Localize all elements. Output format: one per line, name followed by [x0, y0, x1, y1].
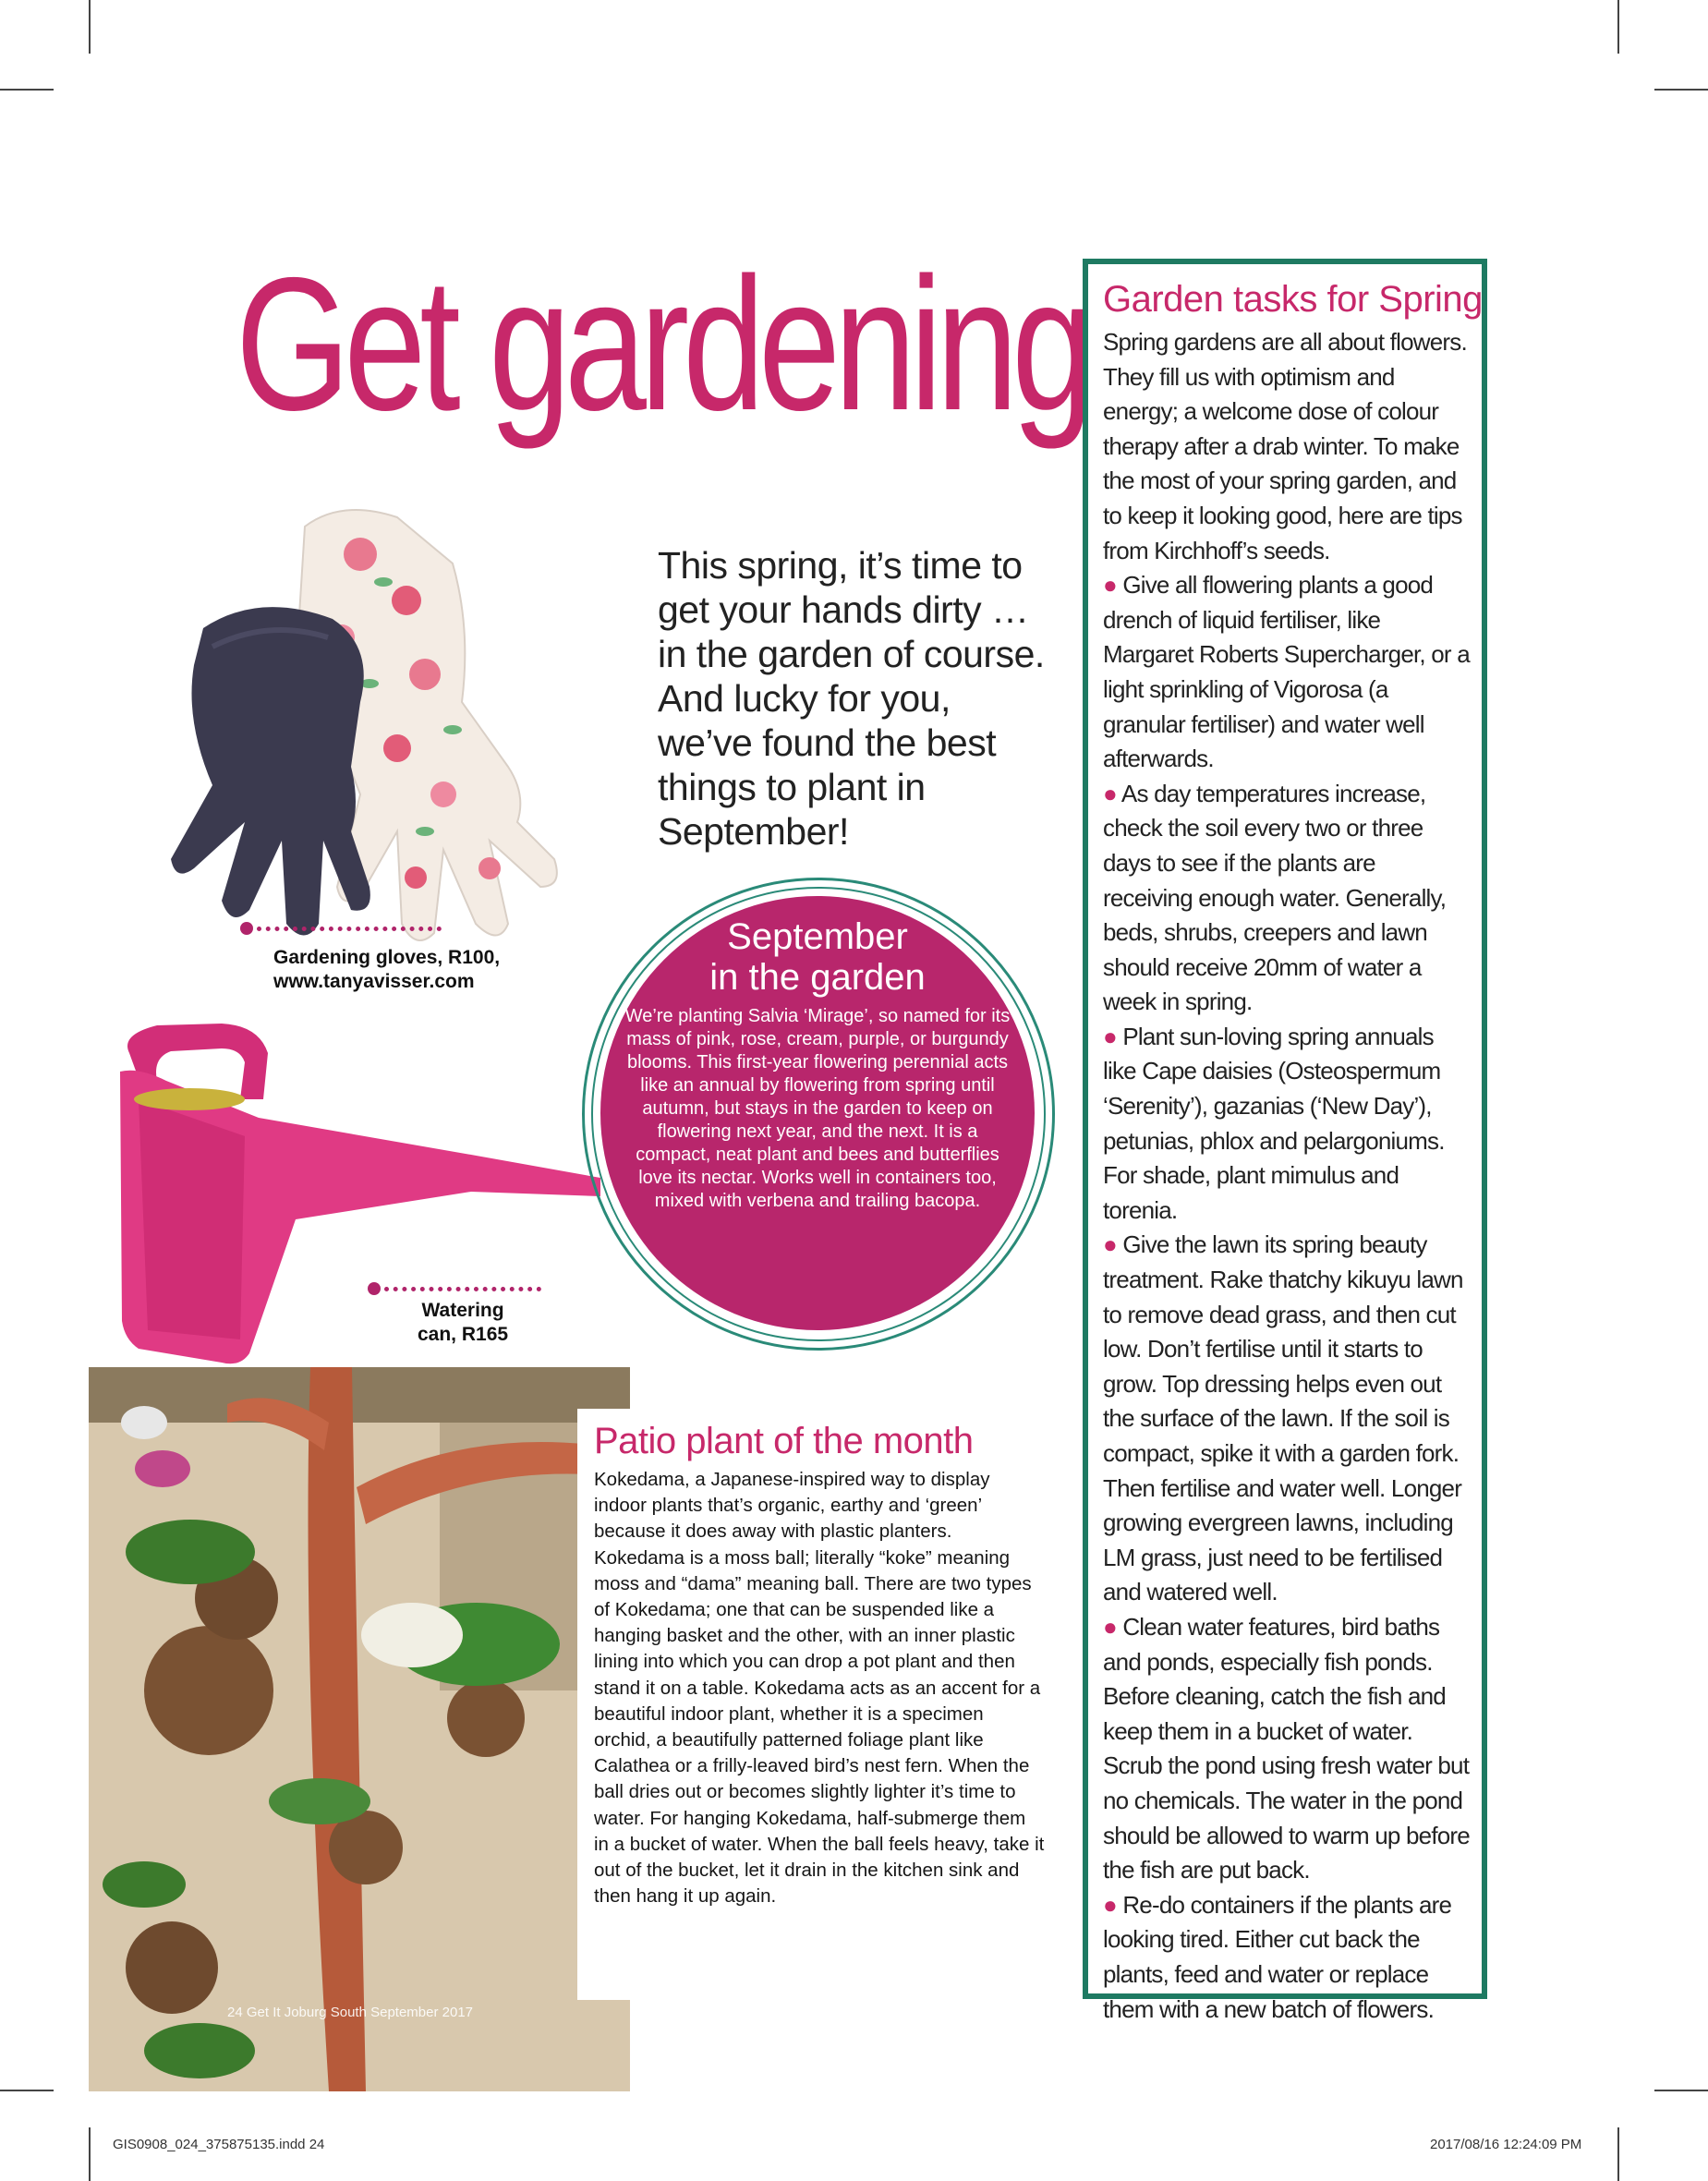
- gloves-caption-line1: Gardening gloves, R100,: [273, 947, 501, 968]
- watering-can-image: [83, 1016, 600, 1367]
- slug-date: 2017/08/16 12:24:09 PM: [1430, 2137, 1582, 2152]
- task-item: [1103, 1888, 1471, 2027]
- watering-can-caption-line2: can, R165: [418, 1324, 509, 1345]
- task-text: Clean water features, bird baths and ponds, especially fish ponds. Before cleaning, catch the fish and keep them in a bucket of water. Scrub the pond using fresh water but no chemicals. The water in the pond should be allowed to warm up before the fish are put back.: [1103, 1612, 1470, 1884]
- crop-mark: [0, 2090, 54, 2091]
- watering-can-caption-line1: Watering: [421, 1300, 504, 1321]
- gloves-caption: [273, 946, 500, 994]
- circle-body-text: We’re planting Salvia ‘Mirage’, so named for its mass of pink, rose, cream, purple, or burgundy blooms. This first-year flowering perennial acts like an annual by flowering from spring until autumn, but stays in the garden to keep on flowering next year, and the next. It is a compact, neat plant and bees and butterflies love its nectar. Works well in containers too, mixed with verbena and trailing bacopa.: [624, 1006, 1011, 1211]
- task-text: Re-do containers if the plants are looking tired. Either cut back the plants, feed and water or replace them with a new batch of flowers.: [1103, 1890, 1452, 2023]
- bullet-icon: ●: [1103, 1230, 1123, 1259]
- crop-mark: [0, 89, 54, 91]
- task-text: Give all flowering plants a good drench of liquid fertiliser, like Margaret Roberts Supercharger, or a light sprinkling of Vigorosa (a granular fertiliser) and water well afterwards.: [1103, 571, 1470, 773]
- intro-text: This spring, it’s time to get your hands dirty … in the garden of course. And lucky for you, we’ve found the best things to plant in September!: [658, 544, 1045, 853]
- bullet-icon: ●: [1103, 779, 1121, 807]
- september-circle: [600, 896, 1035, 1330]
- crop-mark: [1654, 89, 1708, 91]
- task-text: Plant sun-loving spring annuals like Cape daisies (Osteospermum ‘Serenity’), gazanias (‘New Day’), petunias, phlox and pelargoniums. For shade, plant mimulus and torenia.: [1103, 1022, 1445, 1224]
- garden-tasks-intro: Spring gardens are all about flowers. They fill us with optimism and energy; a welcome dose of colour therapy after a drab winter. To make the most of your spring garden, and to keep it looking good, here are tips from Kirchhoff’s seeds.: [1103, 328, 1467, 564]
- caption-pointer-dot: [368, 1282, 381, 1295]
- bullet-icon: ●: [1103, 1612, 1123, 1641]
- page-folio: 24 Get It Joburg South September 2017: [227, 2005, 474, 2020]
- bullet-icon: ●: [1103, 571, 1123, 600]
- task-text: Give the lawn its spring beauty treatment. Rake thatchy kikuyu lawn to remove dead grass, and then cut low. Don’t fertilise until it starts to grow. Top dressing helps even out the surface of the lawn. If the soil is compact, spike it with a garden fork. Then fertilise and water well. Longer growing evergreen lawns, including LM grass, just need to be fertilised and watered well.: [1103, 1230, 1463, 1606]
- gloves-caption-line2: www.tanyavisser.com: [273, 971, 475, 992]
- task-item: [1103, 1610, 1471, 1888]
- task-item: [1103, 1020, 1471, 1229]
- watering-can-caption: [418, 1299, 508, 1347]
- patio-body-text: Kokedama, a Japanese-inspired way to display indoor plants that’s organic, earthy and ‘green’ because it does away with plastic planters. Kokedama is a moss ball; literally “koke” meaning moss and “dama” meaning ball. There are two types of Kokedama; one that can be suspended like a hanging basket and the other, with an inner plastic lining into which you can drop a pot plant and then stand it on a table. Kokedama acts as an accent for a beautiful indoor plant, whether it is a specimen orchid, a beautifully patterned foliage plant like Calathea or a frilly-leaved bird’s nest fern. When the ball dries out or becomes slightly lighter it’s time to water. For hanging Kokedama, half-submerge them in a bucket of water. When the ball feels heavy, take it out of the bucket, let it drain in the kitchen sink and then hang it up again.: [594, 1469, 1045, 1908]
- patio-title: Patio plant of the month: [594, 1421, 974, 1461]
- crop-mark: [89, 0, 91, 54]
- circle-title-line2: in the garden: [709, 957, 926, 998]
- crop-mark: [1617, 2127, 1619, 2181]
- crop-mark: [1654, 2090, 1708, 2091]
- bullet-icon: ●: [1103, 1022, 1123, 1050]
- circle-title-line1: September: [727, 916, 908, 957]
- caption-pointer-dot: [240, 922, 253, 935]
- gardening-gloves-image: [120, 490, 619, 970]
- task-text: As day temperatures increase, check the soil every two or three days to see if the plants are receiving enough water. Generally, beds, shrubs, creepers and lawn should receive 20mm of water a week in spring.: [1103, 779, 1447, 1016]
- page-title: Get gardening: [236, 238, 1088, 450]
- task-item: [1103, 1228, 1471, 1610]
- crop-mark: [1617, 0, 1619, 54]
- circle-title: [600, 916, 1035, 998]
- caption-pointer-line: [384, 1287, 541, 1291]
- caption-pointer-line: [257, 927, 442, 931]
- task-item: [1103, 568, 1471, 777]
- bullet-icon: ●: [1103, 1890, 1123, 1919]
- crop-mark: [89, 2127, 91, 2181]
- garden-tasks-title: Garden tasks for Spring: [1103, 279, 1483, 320]
- kokedama-photo: [89, 1367, 630, 2091]
- task-item: [1103, 777, 1471, 1020]
- garden-tasks-body: [1103, 325, 1471, 2027]
- slug-file: GIS0908_024_375875135.indd 24: [113, 2137, 325, 2152]
